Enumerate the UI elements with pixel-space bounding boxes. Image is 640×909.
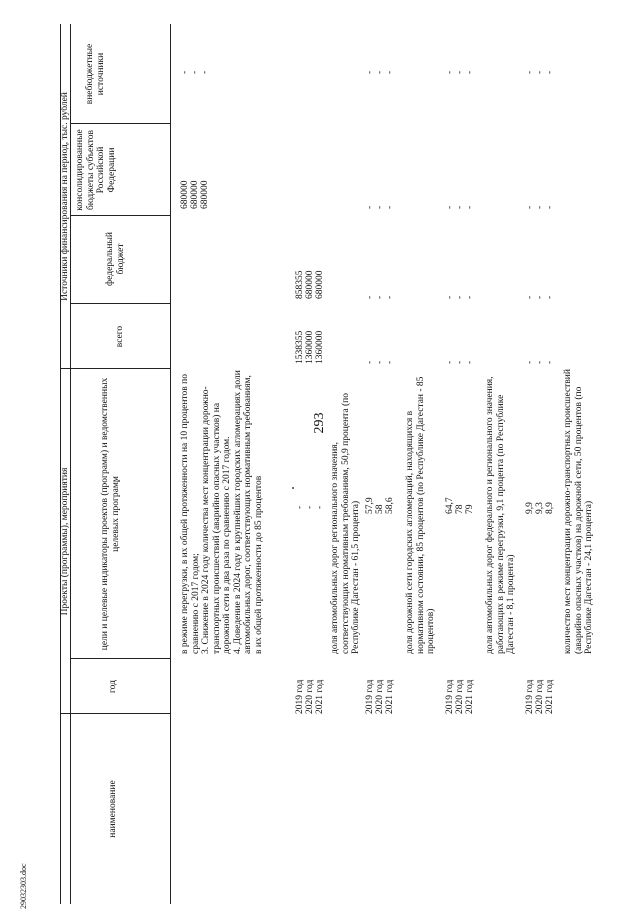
indicator-extra: - (525, 70, 535, 74)
indicator-total: - (525, 360, 535, 364)
funding-goal-2021: - (315, 505, 325, 509)
indicator-text: доля автомобильных дорог федерального и регионального значения, работающих в режиме перегрузки, 9,1 процента (по Республике Дагестан - 8,1 процента) (485, 376, 516, 654)
indicator-regional: - (525, 205, 535, 209)
indicator-year: 2021 год (385, 679, 395, 714)
column-header-year: год (108, 680, 118, 693)
page-number: 293 (312, 412, 327, 434)
column-header-total: всего (115, 325, 125, 348)
funding-total-2019: 1538355 (295, 330, 305, 364)
file-label: 29032303.doc (19, 863, 28, 909)
closing-paragraph: количество мест концентрации дорожно-транспортных происшествий (аварийно опасных участков) на дорожной сети, 50 процентов (по Республике Дагестан - 24,1 процента) (563, 369, 594, 654)
indicator-value: 79 (465, 504, 475, 514)
indicator-year: 2020 год (455, 679, 465, 714)
indicator-total: - (385, 360, 395, 364)
indicator-regional: - (535, 205, 545, 209)
column-header-name: наименование (108, 780, 118, 838)
header-divider (70, 658, 170, 659)
funding-federal-2021: 680000 (315, 270, 325, 299)
funding-year-2019: 2019 год (295, 679, 305, 714)
indicator-year: 2021 год (465, 679, 475, 714)
indicator-year: 2021 год (545, 679, 555, 714)
funding-extra-2019: - (180, 70, 190, 74)
indicator-extra: - (455, 70, 465, 74)
indicator-regional: - (455, 205, 465, 209)
indicator-regional: - (545, 205, 555, 209)
indicator-total: - (375, 360, 385, 364)
funding-extra-2021: - (200, 70, 210, 74)
header-divider (70, 123, 170, 124)
indicator-year: 2020 год (535, 679, 545, 714)
indicator-year: 2019 год (525, 679, 535, 714)
indicator-regional: - (385, 205, 395, 209)
column-header-goals: цели и целевые индикаторы проектов (программ) и ведомственных целевых программ (100, 377, 121, 651)
indicator-text: доля дорожной сети городских агломераций, находящихся в нормативном состоянии, 85 процентов (по Республике Дагестан - 85 процентов) (405, 376, 436, 654)
funding-year-2020: 2020 год (305, 679, 315, 714)
indicator-federal: - (535, 295, 545, 299)
indicator-value: 9,9 (525, 502, 535, 514)
funding-extra-2020: - (190, 70, 200, 74)
indicator-federal: - (525, 295, 535, 299)
indicator-year: 2020 год (375, 679, 385, 714)
indicator-total: - (455, 360, 465, 364)
funding-year-2021: 2021 год (315, 679, 325, 714)
indicator-federal: - (465, 295, 475, 299)
indicator-value: 58 (375, 504, 385, 514)
indicator-text: доля автомобильных дорог регионального значения, соответствующих нормативным требованиям, 50,9 процента (по Республике Дагестан - 61,5 процента) (330, 392, 361, 654)
indicator-year: 2019 год (365, 679, 375, 714)
indicator-total: - (365, 360, 375, 364)
funding-goal-2019: - (295, 505, 305, 509)
indicator-federal: - (445, 295, 455, 299)
indicator-extra: - (375, 70, 385, 74)
indicator-federal: - (455, 295, 465, 299)
indicator-federal: - (545, 295, 555, 299)
indicator-federal: - (385, 295, 395, 299)
header-divider (70, 215, 170, 216)
intro-paragraph: в режиме перегрузки, в их общей протяженности на 10 процентов по сравнению с 2017 годом; 3. Снижение в 2024 году количества мест концентрации дорожно-транспортных происшествий (аварийно опасных участков) на дорожной сети в два раза по сравнению с 2017 годом. 4. Доведение в 2024 году в крупнейших городских агломерациях доли автомобильных дорог, соответствующих нормативным требованиям, в их общей протяженности до 85 процентов (180, 370, 264, 654)
indicator-federal: - (365, 295, 375, 299)
indicator-extra: - (465, 70, 475, 74)
indicator-value: 78 (455, 504, 465, 514)
funding-regional-2020: 680000 (190, 180, 200, 209)
header-line-bottom (170, 24, 171, 904)
indicator-total: - (545, 360, 555, 364)
funding-regional-2019: 680000 (180, 180, 190, 209)
indicator-value: 57,9 (365, 497, 375, 514)
indicator-regional: - (365, 205, 375, 209)
indicator-extra: - (545, 70, 555, 74)
indicator-value: 64,7 (445, 497, 455, 514)
funding-federal-2020: 680000 (305, 270, 315, 299)
indicator-regional: - (375, 205, 385, 209)
indicator-total: - (445, 360, 455, 364)
indicator-federal: - (375, 295, 385, 299)
funding-total-2020: 1360000 (305, 330, 315, 364)
funding-total-2021: 1360000 (315, 330, 325, 364)
indicator-value: 9,3 (535, 502, 545, 514)
projects-group-header: Проекты (программы), мероприятия (60, 467, 70, 616)
funding-federal-2019: 858355 (295, 270, 305, 299)
indicator-regional: - (465, 205, 475, 209)
indicator-regional: - (445, 205, 455, 209)
indicator-extra: - (535, 70, 545, 74)
indicator-extra: - (445, 70, 455, 74)
column-header-regional: консолидированные бюджеты субъектов Российской Федерации (75, 129, 117, 211)
indicator-extra: - (385, 70, 395, 74)
funding-group-header: Источники финансирования на период, тыс. рублей (60, 92, 70, 301)
funding-regional-2021: 680000 (200, 180, 210, 209)
indicator-value: 58,6 (385, 497, 395, 514)
rotated-table (60, 24, 600, 904)
column-header-federal: федеральный бюджет (105, 232, 126, 286)
indicator-year: 2019 год (445, 679, 455, 714)
indicator-total: - (535, 360, 545, 364)
indicator-total: - (465, 360, 475, 364)
indicator-extra: - (365, 70, 375, 74)
column-header-extra: внебюджетные источники (85, 43, 106, 105)
indicator-value: 8,9 (545, 502, 555, 514)
funding-goal-2020: - (305, 505, 315, 509)
